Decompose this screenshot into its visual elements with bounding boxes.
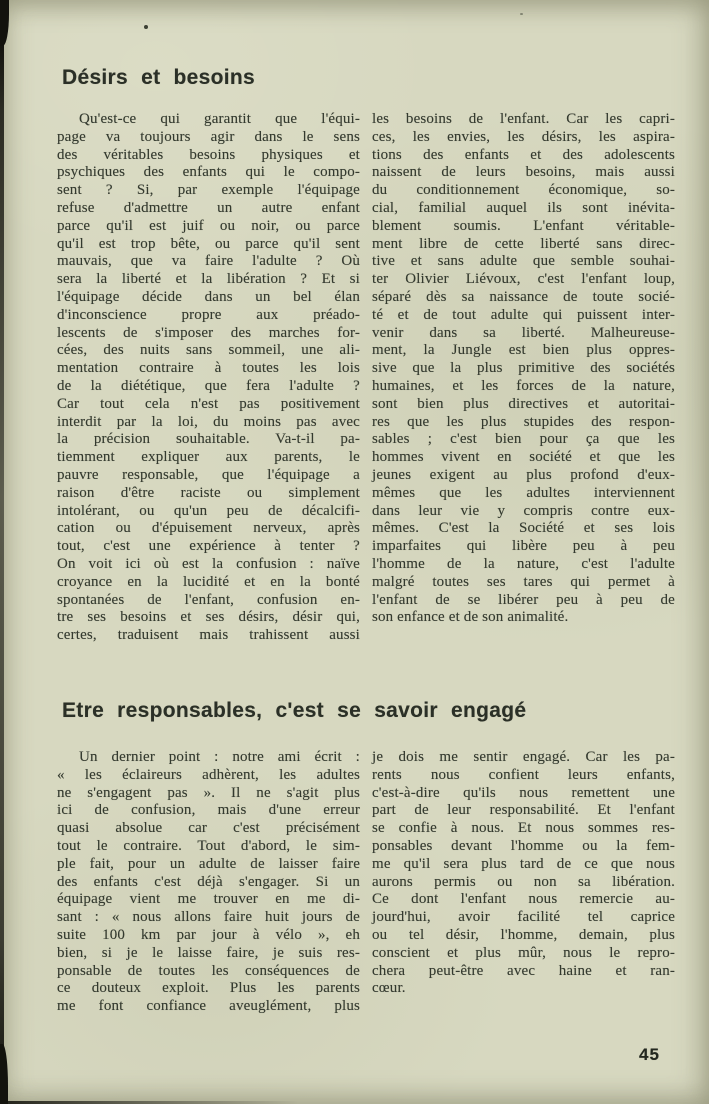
paper-speck <box>144 25 148 29</box>
text-line: part de leur responsabilité. Et l'enfant <box>372 802 675 819</box>
text-line: imparfaites qui libère peu à peu <box>372 538 675 555</box>
text-line: ici de confusion, mais d'une erreur <box>57 802 360 819</box>
column-responsables-right <box>372 749 675 998</box>
text-line: je dois me sentir engagé. Car les pa- <box>372 749 675 765</box>
text-line: d'inconscience propre aux préado- <box>57 306 360 323</box>
text-line: me qu'il sera plus tard de ce que nous <box>372 855 675 872</box>
text-line: ces, les envies, les désirs, les aspira- <box>372 128 675 145</box>
text-line: mêmes. C'est la Société et ses lois <box>372 520 675 537</box>
text-line: cœur. <box>372 980 406 997</box>
text-line: jourd'hui, avoir facilité tel caprice <box>372 909 675 926</box>
text-line: interdit par la loi, du moins pas avec <box>57 413 360 430</box>
text-line: spontanées de l'enfant, confusion en- <box>57 591 360 608</box>
text-line: refuse d'admettre un autre enfant <box>57 199 360 216</box>
text-line: tout, c'est une expérience à tenter ? <box>57 538 360 555</box>
text-line: ce douteux exploit. Plus les parents <box>57 980 360 997</box>
text-line: c'est-à-dire qu'ils nous remettent une <box>372 784 675 801</box>
text-line: l'enfant de se libérer peu à peu de <box>372 591 675 608</box>
text-line: cation ou d'épuisement nerveux, après <box>57 520 360 537</box>
text-line: bien, si je le laisse faire, je suis res- <box>57 944 360 961</box>
text-line: cial, familial auquel ils sont inévita- <box>372 199 675 216</box>
scan-artifact-left-edge <box>0 0 4 1104</box>
text-line: des véritables besoins physiques et <box>57 146 360 163</box>
paper-speck <box>520 13 523 15</box>
text-line: conscient et plus mûr, nous le repro- <box>372 944 675 961</box>
text-line: ne s'engagent pas ». Il ne s'agit plus <box>57 784 360 801</box>
section-heading-desirs-et-besoins: Désirs et besoins <box>62 66 256 89</box>
text-line: qu'il est trop bête, ou parce qu'il sent <box>57 235 360 252</box>
text-line: de la diététique, que fera l'adulte ? <box>57 377 360 394</box>
text-line: mentation contraire à toutes les lois <box>57 360 360 377</box>
text-line: tions des enfants et des adolescents <box>372 146 675 163</box>
text-line: mauvais, que va faire l'adulte ? Où <box>57 253 360 270</box>
text-line: parce qu'il est juif ou noir, ou parce <box>57 217 360 234</box>
text-line: ter Olivier Liévoux, c'est l'enfant loup, <box>372 271 675 288</box>
text-line: sont bien plus directives et autoritai- <box>372 395 675 412</box>
text-line: chera peut-être avec haine et ran- <box>372 962 675 979</box>
text-line: Qu'est-ce qui garantit que l'équi- <box>79 111 360 127</box>
text-line: ponsables devant l'homme ou la fem- <box>372 837 675 854</box>
text-line: raison d'être raciste ou simplement <box>57 484 360 501</box>
text-line: blement soumis. L'enfant véritable- <box>372 217 675 234</box>
text-line: « les éclaireurs adhèrent, les adultes <box>57 766 360 783</box>
text-line: pauvre responsable, que l'équipage a <box>57 466 360 483</box>
text-line: du conditionnement économique, so- <box>372 182 675 199</box>
text-line: croyance en la lucidité et en la bonté <box>57 573 360 590</box>
text-line: se confie à nous. Et nous sommes res- <box>372 820 675 837</box>
text-line: naissent de leurs besoins, mais aussi <box>372 164 675 181</box>
text-line: ple fait, pour un adulte de laisser faire <box>57 855 360 872</box>
text-line: l'équipage décide dans un bel élan <box>57 288 360 305</box>
column-desirs-right <box>372 111 675 627</box>
text-line: équipage vient me trouver en me di- <box>57 891 360 908</box>
text-line: quasi absolue car c'est précisément <box>57 820 360 837</box>
text-line: tout le contraire. Tout d'abord, le sim- <box>57 837 360 854</box>
text-line: sables ; c'est bien pour ça que les <box>372 431 675 448</box>
text-line: humaines, et les forces de la nature, <box>372 377 675 394</box>
section-heading-etre-responsables: Etre responsables, c'est se savoir engagé <box>62 699 527 722</box>
text-line: ment, la Jungle est bien plus oppres- <box>372 342 675 359</box>
text-line: suite 100 km par jour à vélo », eh <box>57 926 360 943</box>
text-line: Car tout cela n'est pas positivement <box>57 395 360 412</box>
page-number: 45 <box>639 1045 660 1064</box>
text-line: des enfants c'est déjà s'engager. Si un <box>57 873 360 890</box>
text-line: sent ? Si, par exemple l'équipage <box>57 182 360 199</box>
text-line: ponsable de toutes les conséquences de <box>57 962 360 979</box>
text-line: ou tel désir, l'homme, demain, plus <box>372 926 675 943</box>
text-line: tive et sans adulte que semble souhai- <box>372 253 675 270</box>
text-line: tre ses besoins et ses désirs, désir qui, <box>57 609 360 626</box>
scan-artifact-bottom-left-corner <box>0 1044 8 1104</box>
text-line: Ce dont l'enfant nous remercie au- <box>372 891 675 908</box>
text-line: On voit ici où est la confusion : naïve <box>57 555 360 572</box>
text-line: té et de tout adulte qui puissent inter- <box>372 306 675 323</box>
text-line: séparé dès sa naissance de toute socié- <box>372 288 675 305</box>
text-line: l'homme de la nature, c'est l'adulte <box>372 555 675 572</box>
column-responsables-left <box>57 749 360 1016</box>
text-line: page va toujours agir dans le sens <box>57 128 360 145</box>
text-line: sant : « nous allons faire huit jours de <box>57 909 360 926</box>
text-line: sera la liberté et la libération ? Et si <box>57 271 360 288</box>
text-line: son enfance et de son animalité. <box>372 609 569 626</box>
text-line: la précision souhaitable. Va-t-il pa- <box>57 431 360 448</box>
text-line: tiemment expliquer aux parents, le <box>57 449 360 466</box>
text-line: rents nous confient leurs enfants, <box>372 766 675 783</box>
text-line: aurons permis ou non sa libération. <box>372 873 675 890</box>
text-line: intolérant, ou qu'un peu de décalcifi- <box>57 502 360 519</box>
scan-artifact-top-left-corner <box>0 0 9 46</box>
text-line: jeunes exigent au plus profond d'eux- <box>372 466 675 483</box>
text-line: dans leur vie y compris contre eux- <box>372 502 675 519</box>
text-line: certes, traduisent mais trahissent aussi <box>57 627 360 644</box>
text-line: hommes vivent en société et que les <box>372 449 675 466</box>
text-line: ment libre de cette liberté sans direc- <box>372 235 675 252</box>
text-line: cées, des nuits sans sommeil, une ali- <box>57 342 360 359</box>
text-line: les besoins de l'enfant. Car les capri- <box>372 111 675 127</box>
text-line: mêmes que les adultes interviennent <box>372 484 675 501</box>
text-line: venir dans sa liberté. Malheureuse- <box>372 324 675 341</box>
text-line: me font confiance aveuglément, plus <box>57 998 360 1015</box>
text-line: malgré toutes ses tares qui permet à <box>372 573 675 590</box>
text-line: res que les plus stupides des respon- <box>372 413 675 430</box>
column-desirs-left <box>57 111 360 645</box>
text-line: lescents de s'imposer des marches for- <box>57 324 360 341</box>
text-line: Un dernier point : notre ami écrit : <box>79 749 360 765</box>
text-line: sive que la plus primitive des sociétés <box>372 360 675 377</box>
text-line: psychiques des enfants qui le compo- <box>57 164 360 181</box>
